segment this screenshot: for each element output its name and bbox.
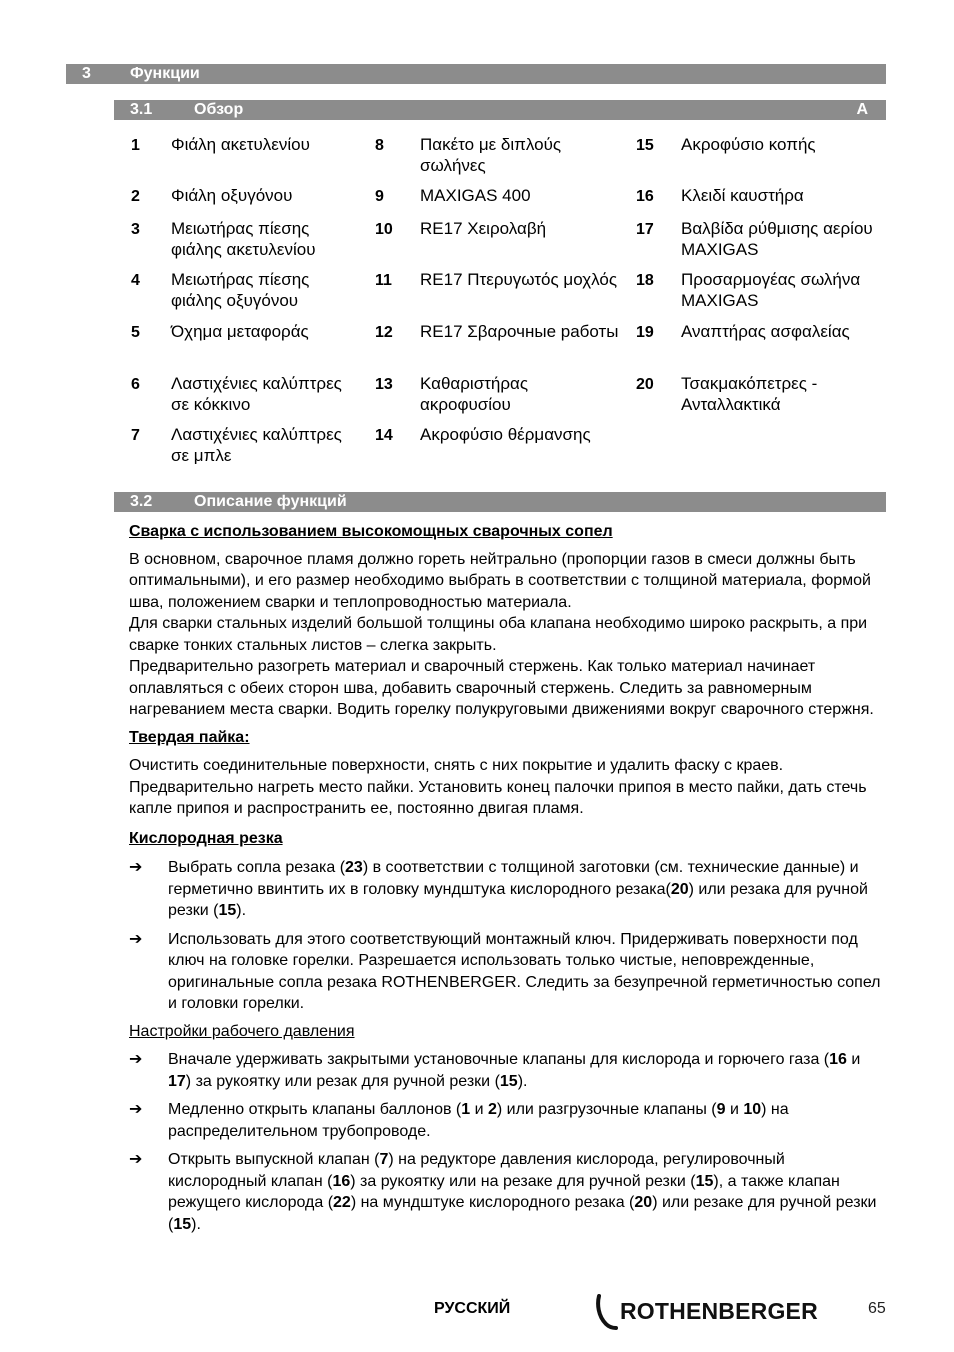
step-text: и (846, 1051, 861, 1068)
cutting-step (129, 857, 885, 922)
welding-paragraph: В основном, сварочное пламя должно гореть нейтрально (пропорции газов в смеси должны быть оптимальными), и его размер необходимо выбрать в соответствии с толщиной материала, формой шва, положением сварки и теплопроводностью материала. (129, 550, 871, 611)
overview-item-label: MAXIGAS 400 (420, 186, 531, 205)
step-text: ). (191, 1215, 201, 1233)
overview-item-number: 10 (375, 221, 393, 238)
part-ref: 10 (743, 1101, 762, 1118)
overview-item-number: 15 (636, 137, 654, 154)
step-text: Медленно открыть клапаны баллонов ( (168, 1101, 462, 1118)
overview-item-label: Φιάλη οξυγόνου (171, 186, 293, 205)
overview-item-label: Μειωτήρας πίεσης φιάλης ακετυλενίου (171, 219, 316, 259)
step-text: ) или резаке для ручной резки ( (168, 1194, 877, 1233)
overview-item-number: 1 (131, 137, 140, 154)
step-text: Выбрать сопла резака ( (168, 859, 346, 876)
step-text: ) на мундштуке кислородного резака ( (350, 1194, 635, 1211)
overview-item-label: Ακροφύσιο θέρμανσης (420, 425, 591, 444)
brand-name: ROTHENBERGER (620, 1298, 818, 1325)
page-number: 65 (868, 1300, 886, 1317)
part-ref: 15 (499, 1072, 518, 1090)
part-ref: 16 (332, 1172, 351, 1190)
step-text: ). (236, 902, 247, 919)
pressure-heading: Настройки рабочего давления (129, 1022, 355, 1040)
subsection-number: 3.1 (130, 101, 153, 118)
overview-item-number: 13 (375, 376, 393, 393)
cutting-heading: Кислородная резка (129, 829, 283, 847)
step-text: Использовать для этого соответствующий монтажный ключ. Придерживать поверхности под ключ на головке горелки. Разрешается использовать только чистые, неповрежденные, оригинальные сопла резака ROTHENBERGER. Следить за безупречной герметичностью сопел и головки горелки. (168, 930, 881, 1012)
step-text: ), а также клапан режущего кислорода ( (168, 1172, 840, 1211)
step-text: и (725, 1101, 744, 1118)
step-text: ) на редукторе давления кислорода, регулировочный кислородный клапан ( (168, 1151, 785, 1190)
welding-paragraph: Предварительно разогреть материал и сварочный стержень. Как только материал начинает оплавляться с обеих сторон шва, добавить сварочный стержень. Следить за равномерным нагреванием места сварки. Водить горелку полукруговыми движениями вокруг сварочного стержня. (129, 658, 874, 718)
overview-item-label: Μειωτήρας πίεσης φιάλης οξυγόνου (171, 270, 310, 310)
part-ref: 20 (670, 880, 689, 898)
part-ref: 16 (829, 1051, 847, 1068)
step-text: Вначале удерживать закрытыми установочные клапаны для кислорода и горючего газа ( (168, 1051, 830, 1068)
part-ref: 15 (218, 902, 237, 919)
overview-item-number: 16 (636, 188, 654, 205)
overview-item-number: 7 (131, 427, 140, 444)
overview-item-number: 6 (131, 376, 140, 393)
part-ref: 17 (168, 1072, 186, 1090)
section-title: Функции (130, 65, 200, 82)
overview-item-number: 9 (375, 188, 384, 205)
part-ref: 15 (173, 1215, 192, 1233)
overview-item-label: RE17 Πτερυγωτός μοχλός (420, 270, 618, 289)
description-body (129, 521, 885, 1235)
step-text: и (470, 1101, 488, 1118)
part-ref: 22 (333, 1194, 351, 1211)
arrow-right-icon: ➔ (129, 1051, 143, 1068)
overview-item-number: 2 (131, 188, 140, 205)
overview-item-label: Όχημα μεταφοράς (171, 322, 309, 341)
welding-paragraph: Для сварки стальных изделий большой толщины оба клапана необходимо широко раскрыть, а при сварке тонких стальных листов – слегка закрыть. (129, 615, 868, 654)
subsection-title: Описание функций (194, 493, 347, 510)
overview-item-label: Κλειδί καυστήρα (681, 186, 804, 205)
part-ref: 7 (379, 1151, 389, 1168)
overview-item-number: 20 (636, 376, 654, 393)
footer-language: РУССКИЙ (434, 1300, 511, 1317)
overview-item-label: Τσακμακόπετρες - Ανταλλακτικά (681, 374, 818, 414)
brand-logo (596, 1294, 818, 1330)
welding-heading: Сварка с использованием высокомощных сварочных сопел (129, 523, 613, 540)
part-ref: 23 (345, 859, 363, 876)
brazing-paragraph: Очистить соединительные поверхности, снять с них покрытие и удалить фаску с краев. Предварительно нагреть место пайки. Установить конец палочки припоя в место пайки, дать стечь капле припоя и распространить ее, постоянно двигая пламя. (129, 757, 867, 817)
overview-item-label: Φιάλη ακετυλενίου (171, 135, 310, 154)
overview-item-number: 19 (636, 324, 654, 341)
overview-item-label: Προσαρμογέας σωλήνα MAXIGAS (681, 270, 861, 310)
overview-item-label: Πακέτο με διπλούς σωλήνες (420, 135, 562, 175)
overview-item-number: 3 (131, 221, 140, 238)
arrow-right-icon: ➔ (129, 1151, 143, 1168)
subsection-number: 3.2 (130, 493, 153, 510)
step-text: ). (517, 1072, 528, 1090)
overview-item-number: 12 (375, 324, 393, 341)
pressure-step (129, 1099, 885, 1142)
subsection-header-overview (114, 100, 886, 120)
overview-item-number: 5 (131, 324, 140, 341)
figure-tag: A (856, 101, 868, 118)
overview-item-label: Βαλβίδα ρύθμισης αερίου MAXIGAS (681, 219, 873, 259)
step-text: ) за рукоятку или на резаке для ручной резки ( (350, 1172, 696, 1190)
pressure-step (129, 1149, 885, 1235)
overview-item-number: 18 (636, 272, 654, 289)
logo-hook-icon (596, 1294, 618, 1330)
part-ref: 9 (716, 1101, 726, 1118)
part-ref: 1 (461, 1101, 471, 1118)
pressure-step (129, 1049, 885, 1092)
step-text: ) на распределительном трубопроводе. (168, 1101, 789, 1140)
part-ref: 15 (695, 1172, 714, 1190)
step-text: ) или резака для ручной резки ( (168, 880, 868, 919)
section-header (66, 64, 886, 84)
overview-item-number: 14 (375, 427, 393, 444)
overview-item-number: 17 (636, 221, 654, 238)
overview-item-label: RE17 Σβαρочные работы (420, 322, 619, 341)
arrow-right-icon: ➔ (129, 1101, 143, 1118)
overview-item-label: Λαστιχένιες καλύπτρες σε κόκκινο (171, 374, 342, 414)
overview-item-number: 8 (375, 137, 384, 154)
arrow-right-icon: ➔ (129, 930, 143, 948)
overview-item-label: Καθαριστήρας ακροφυσίου (420, 374, 529, 414)
brazing-heading: Твердая пайка: (129, 728, 250, 746)
subsection-title: Обзор (194, 101, 244, 118)
overview-item-label: RE17 Χειρολαβή (420, 219, 547, 238)
step-text: ) в соответствии с толщиной заготовки (см. технические данные) и герметично ввинтить их в головку мундштука кислородного резака( (168, 859, 859, 898)
step-text: ) или разгрузочные клапаны ( (496, 1101, 717, 1118)
overview-item-number: 4 (131, 272, 140, 289)
overview-item-number: 11 (375, 272, 392, 289)
subsection-header-description (114, 492, 886, 512)
overview-item-label: Λαστιχένιες καλύπτρες σε μπλε (171, 425, 342, 465)
part-ref: 20 (634, 1194, 653, 1211)
section-number: 3 (82, 65, 91, 82)
overview-item-label: Αναπτήρας ασφαλείας (681, 322, 850, 341)
part-ref: 2 (487, 1101, 497, 1118)
overview-item-label: Ακροφύσιο κοπής (681, 135, 816, 154)
cutting-step (129, 929, 885, 1015)
arrow-right-icon: ➔ (129, 859, 143, 876)
step-text: ) за рукоятку или резак для ручной резки ( (185, 1072, 500, 1090)
step-text: Открыть выпускной клапан ( (168, 1151, 380, 1168)
